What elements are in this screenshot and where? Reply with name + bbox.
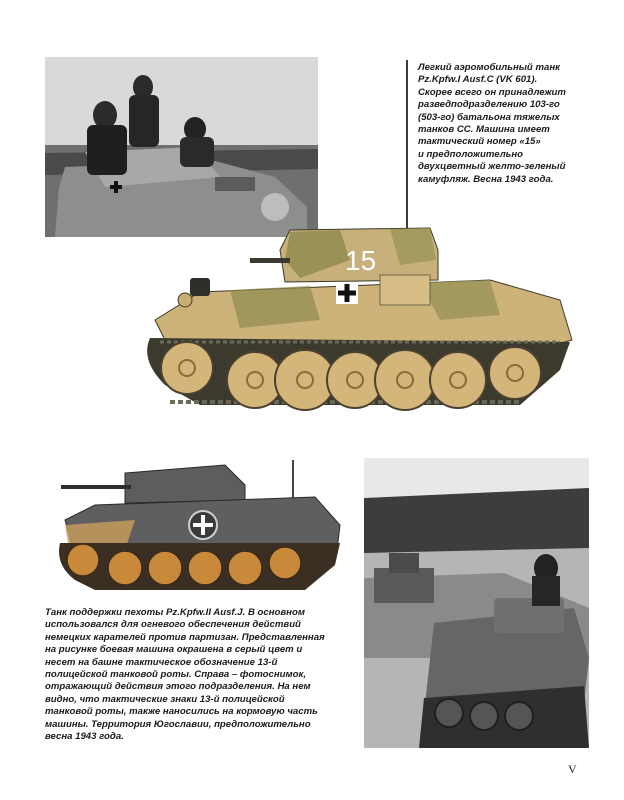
bottom-caption-line: на рисунке боевая машина окрашена в серый цвет и xyxy=(45,644,303,656)
page-number: V xyxy=(568,762,577,776)
tank-illustration-pz2j xyxy=(55,455,345,595)
top-caption-line: танков СС. Машина имеет xyxy=(418,124,550,136)
bottom-caption-line: весна 1943 года. xyxy=(45,731,124,743)
bottom-caption-line: отражающий действия этого подразделения. На нем xyxy=(45,681,311,693)
photo-convoy-yugoslavia xyxy=(364,458,589,748)
bottom-caption-line: немецких карателей против партизан. Представленная xyxy=(45,631,325,643)
photo-crew-on-tank xyxy=(45,57,318,237)
bottom-caption-line: несет на башне тактическое обозначение 13-й xyxy=(45,656,278,668)
top-caption-line: Pz.Kpfw.I Ausf.C (VK 601). xyxy=(418,74,538,86)
bottom-caption-line: Танк поддержки пехоты Pz.Kpfw.II Ausf.J. В основном xyxy=(45,607,305,618)
bottom-caption-line: использовался для огневого обеспечения действий xyxy=(45,619,301,631)
top-caption-line: тактический номер «15» xyxy=(418,136,541,148)
bottom-caption-line: танковой роты, также наносились на кормовую часть xyxy=(45,706,318,718)
bottom-caption-line: полицейской танковой роты. Справа – фотоснимок, xyxy=(45,669,307,681)
photo-crew-on-tank-image xyxy=(45,57,318,237)
top-caption xyxy=(418,62,618,186)
top-caption-line: Легкий аэромобильный танк xyxy=(418,62,560,73)
tank-illustration-vk601 xyxy=(140,220,580,425)
top-caption-line: Скорее всего он принадлежит xyxy=(418,86,566,98)
photo-convoy-image xyxy=(364,458,589,748)
tactical-number: 15 xyxy=(345,245,377,276)
top-caption-line: и предположительно xyxy=(418,148,524,160)
bottom-caption xyxy=(45,607,365,743)
top-caption-line: (503-го) батальона тяжелых xyxy=(418,111,560,123)
top-caption-line: камуфляж. Весна 1943 года. xyxy=(418,173,554,185)
bottom-caption-line: видно, что тактические знаки 13-й полицейской xyxy=(45,693,285,705)
top-caption-line: разведподразделению 103-го xyxy=(418,99,560,111)
top-tank-antenna xyxy=(406,60,408,230)
top-caption-line: двухцветный желто-зеленый xyxy=(418,161,566,173)
bottom-caption-line: машины. Территория Югославии, предположительно xyxy=(45,718,311,730)
